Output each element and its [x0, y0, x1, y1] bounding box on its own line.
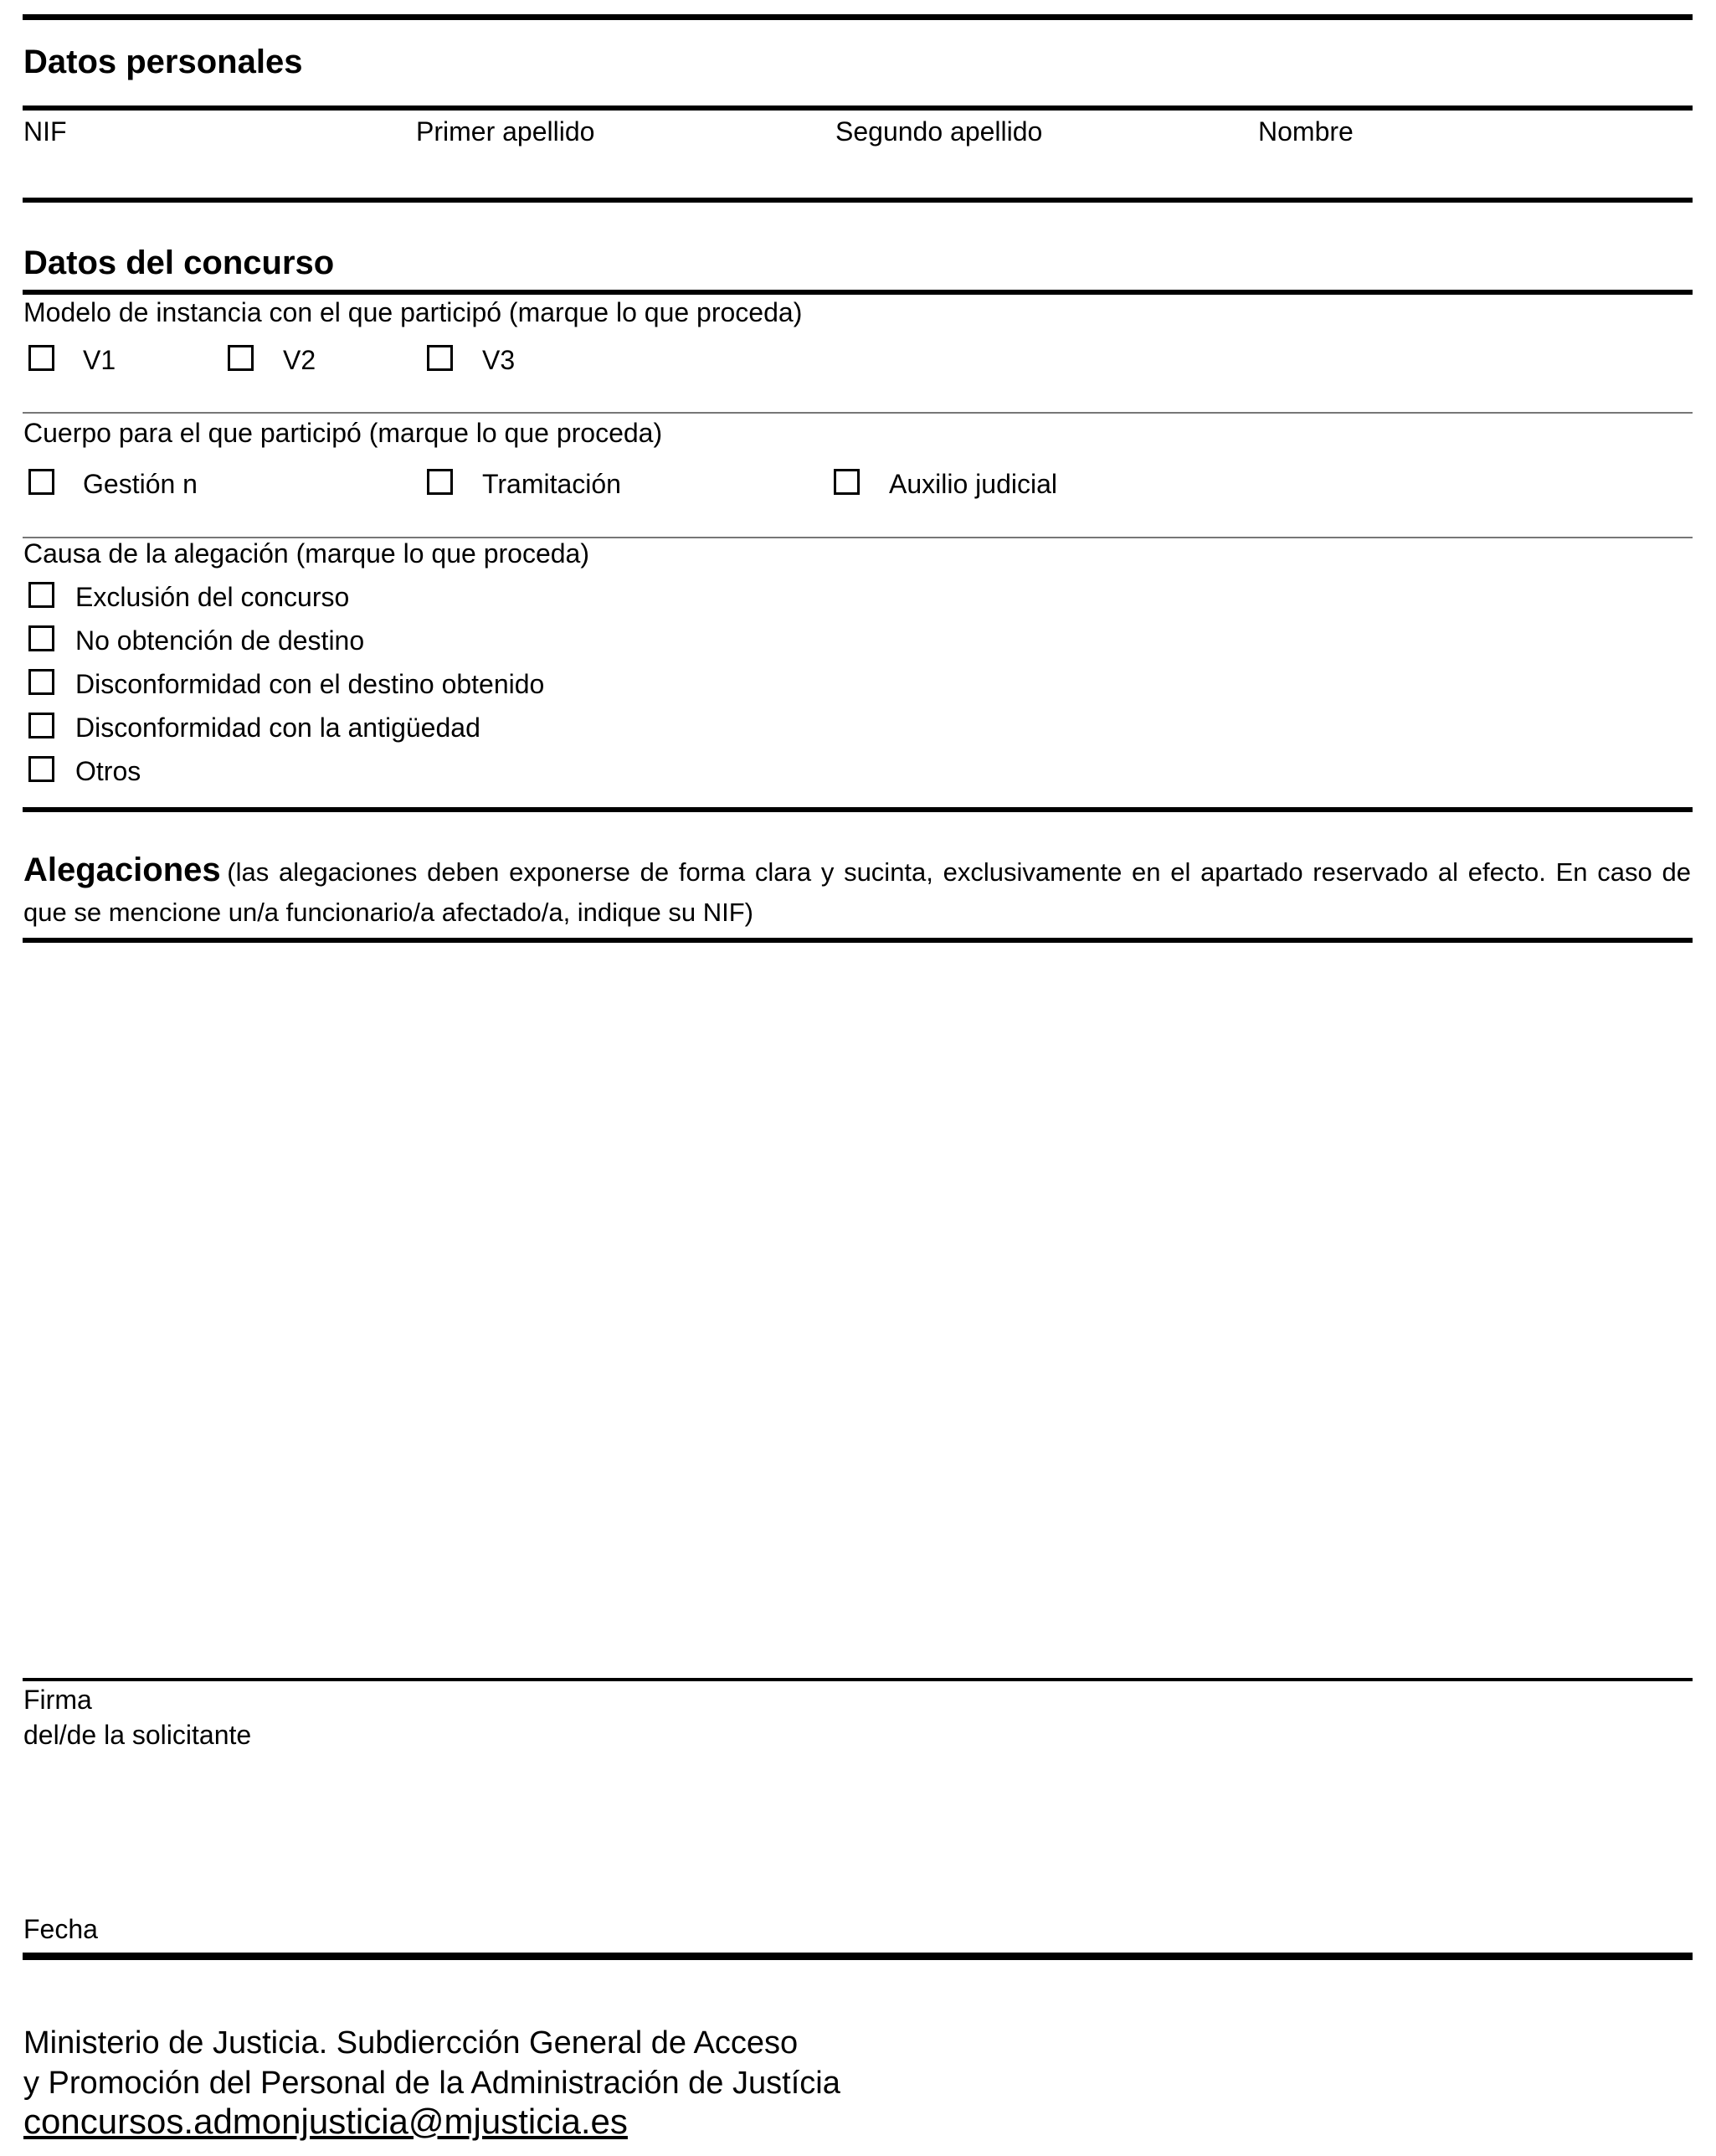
second-surname-field[interactable] [835, 149, 1241, 193]
allegations-title: Alegaciones [23, 852, 221, 888]
cause-exclusion-checkbox[interactable] [28, 582, 54, 608]
second-surname-label: Segundo apellido [835, 116, 1043, 147]
allegations-heading-rule [23, 938, 1693, 943]
body-gestion-label: Gestión n [83, 469, 198, 499]
date-label: Fecha [23, 1914, 98, 1944]
signature-label-line2: del/de la solicitante [23, 1720, 252, 1750]
body-auxilio-label: Auxilio judicial [889, 469, 1057, 499]
bottom-thick-rule [23, 1953, 1693, 1960]
name-field[interactable] [1258, 149, 1680, 193]
body-gestion-checkbox[interactable] [28, 469, 54, 495]
personal-bottom-rule [23, 198, 1693, 203]
body-prompt: Cuerpo para el que participó (marque lo que proceda) [23, 418, 663, 448]
model-v2-label: V2 [283, 345, 316, 375]
first-surname-label: Primer apellido [416, 116, 595, 147]
model-v1-label: V1 [83, 345, 116, 375]
allegations-note: (las alegaciones deben exponerse de forma clara y sucinta, exclusivamente en el apartado reservado al efecto. En caso de que se mencione un/a funcionario/a afectado/a, indique su NIF) [23, 857, 1691, 927]
contest-bottom-rule [23, 807, 1693, 812]
footer-line1: Ministerio de Justicia. Subdiercción General de Acceso [23, 2025, 799, 2061]
signature-area[interactable] [301, 1691, 1683, 1892]
cause-otros-label: Otros [75, 756, 141, 786]
section-title-contest: Datos del concurso [23, 244, 335, 281]
footer-line2: y Promoción del Personal de la Administración de Justícia [23, 2066, 840, 2101]
nif-label: NIF [23, 116, 67, 147]
cause-otros-checkbox[interactable] [28, 756, 54, 782]
model-v2-checkbox[interactable] [228, 345, 254, 371]
signature-label-line1: Firma [23, 1685, 92, 1715]
date-field[interactable] [134, 1909, 807, 1949]
top-rule [23, 14, 1693, 20]
model-v3-label: V3 [482, 345, 516, 375]
signature-top-rule [23, 1678, 1693, 1681]
model-prompt: Modelo de instancia con el que participó (marque lo que proceda) [23, 297, 803, 327]
footer-email-link[interactable]: concursos.admonjusticia@mjusticia.es [23, 2102, 628, 2141]
cause-disconf-destino-checkbox[interactable] [28, 669, 54, 695]
cause-disconf-antiguedad-label: Disconformidad con la antigüedad [75, 713, 480, 743]
body-tramitacion-label: Tramitación [482, 469, 621, 499]
cause-disconf-antiguedad-checkbox[interactable] [28, 713, 54, 738]
contest-heading-rule [23, 290, 1693, 295]
cause-disconf-destino-label: Disconformidad con el destino obtenido [75, 669, 545, 699]
allegations-textarea[interactable] [23, 950, 1693, 1674]
model-v1-checkbox[interactable] [28, 345, 54, 371]
personal-heading-rule [23, 105, 1693, 111]
cause-exclusion-label: Exclusión del concurso [75, 582, 350, 612]
nif-field[interactable] [23, 149, 403, 193]
model-divider [23, 412, 1693, 414]
name-label: Nombre [1258, 116, 1354, 147]
section-title-personal: Datos personales [23, 44, 303, 80]
first-surname-field[interactable] [416, 149, 821, 193]
cause-prompt: Causa de la alegación (marque lo que proceda) [23, 538, 589, 569]
cause-no-destino-checkbox[interactable] [28, 625, 54, 651]
body-tramitacion-checkbox[interactable] [427, 469, 453, 495]
allegations-header [23, 852, 1691, 935]
model-v3-checkbox[interactable] [427, 345, 453, 371]
cause-no-destino-label: No obtención de destino [75, 625, 365, 656]
body-auxilio-checkbox[interactable] [834, 469, 860, 495]
